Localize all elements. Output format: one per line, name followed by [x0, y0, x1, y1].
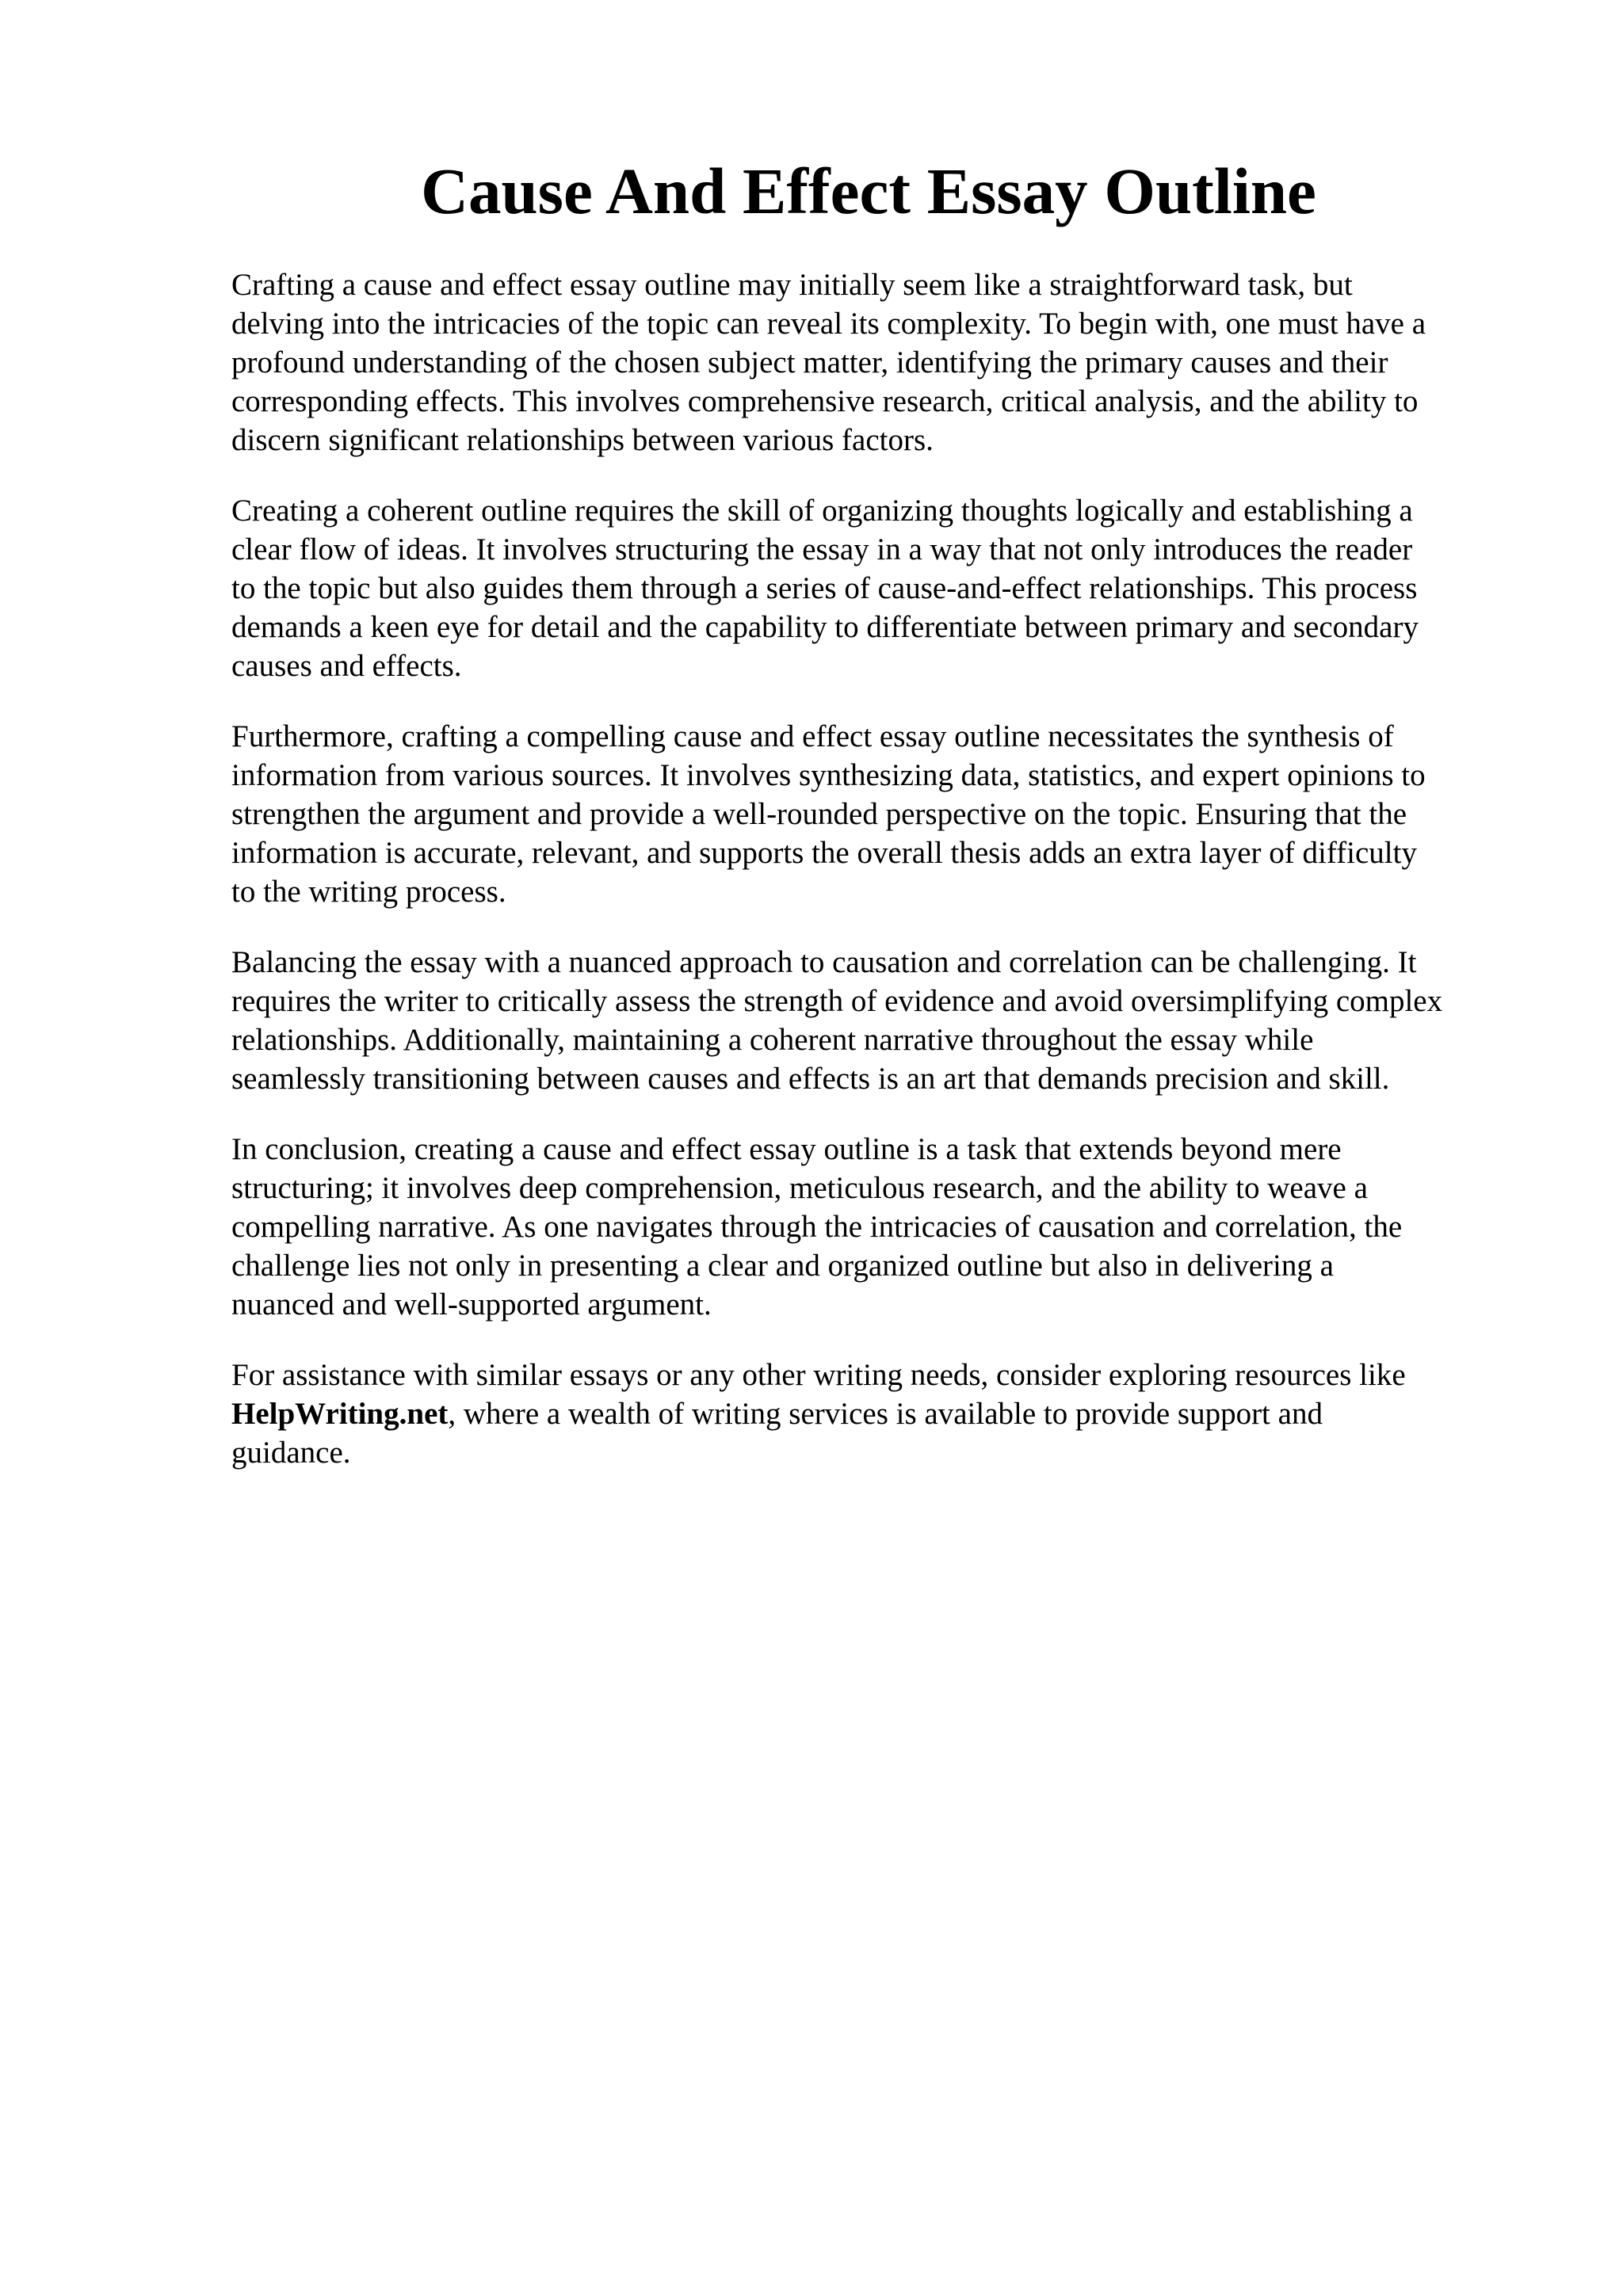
- paragraph-line: Balancing the essay with a nuanced approach to causation and correlation can be challenging. It: [231, 945, 1417, 979]
- paragraph-line: clear flow of ideas. It involves structuring the essay in a way that not only introduces the reader: [231, 532, 1413, 566]
- paragraph-line: Creating a coherent outline requires the skill of organizing thoughts logically and establishing a: [231, 494, 1413, 528]
- paragraph-line: , where a wealth of writing services is available to provide support and: [448, 1397, 1323, 1431]
- paragraph-line: guidance.: [231, 1436, 351, 1470]
- paragraph-2: [231, 491, 1547, 685]
- paragraph-line: profound understanding of the chosen subject matter, identifying the primary causes and their: [231, 345, 1388, 379]
- paragraph-line: seamlessly transitioning between causes and effects is an art that demands precision and skill.: [231, 1062, 1390, 1096]
- brand-link[interactable]: HelpWriting.net: [231, 1397, 449, 1431]
- document-body: [231, 265, 1547, 1504]
- paragraph-line: Crafting a cause and effect essay outline may initially seem like a straightforward task, but: [231, 268, 1353, 302]
- paragraph-line: In conclusion, creating a cause and effect essay outline is a task that extends beyond mere: [231, 1132, 1342, 1166]
- paragraph-line: challenge lies not only in presenting a clear and organized outline but also in delivering a: [231, 1249, 1334, 1283]
- closing-paragraph: [231, 1356, 1547, 1472]
- paragraph-line: demands a keen eye for detail and the capability to differentiate between primary and secondary: [231, 610, 1419, 644]
- paragraph-line: relationships. Additionally, maintaining a coherent narrative throughout the essay while: [231, 1023, 1314, 1057]
- paragraph-line: to the topic but also guides them through a series of cause-and-effect relationships. This process: [231, 571, 1418, 605]
- paragraph-line: structuring; it involves deep comprehension, meticulous research, and the ability to weave a: [231, 1171, 1368, 1205]
- paragraph-line: to the writing process.: [231, 875, 506, 909]
- paragraph-line: Furthermore, crafting a compelling cause and effect essay outline necessitates the synthesis of: [231, 719, 1394, 753]
- paragraph-line: nuanced and well-supported argument.: [231, 1287, 712, 1322]
- page-title: Cause And Effect Essay Outline: [421, 154, 1316, 227]
- paragraph-4: [231, 943, 1547, 1098]
- paragraph-line: discern significant relationships between various factors.: [231, 423, 934, 457]
- paragraph-1: [231, 265, 1547, 460]
- paragraph-line: For assistance with similar essays or any other writing needs, consider exploring resources like: [231, 1358, 1406, 1392]
- paragraph-line: strengthen the argument and provide a well-rounded perspective on the topic. Ensuring that the: [231, 797, 1407, 831]
- paragraph-line: requires the writer to critically assess the strength of evidence and avoid oversimplifying complex: [231, 984, 1443, 1018]
- paragraph-line: causes and effects.: [231, 649, 462, 683]
- paragraph-line: corresponding effects. This involves comprehensive research, critical analysis, and the ability to: [231, 384, 1419, 418]
- paragraph-line: compelling narrative. As one navigates through the intricacies of causation and correlation, the: [231, 1210, 1403, 1244]
- paragraph-line: information is accurate, relevant, and supports the overall thesis adds an extra layer of difficulty: [231, 836, 1417, 870]
- paragraph-line: delving into the intricacies of the topic can reveal its complexity. To begin with, one must have a: [231, 307, 1426, 341]
- paragraph-line: information from various sources. It involves synthesizing data, statistics, and expert opinions to: [231, 758, 1426, 792]
- paragraph-5: [231, 1130, 1547, 1324]
- paragraph-3: [231, 717, 1547, 911]
